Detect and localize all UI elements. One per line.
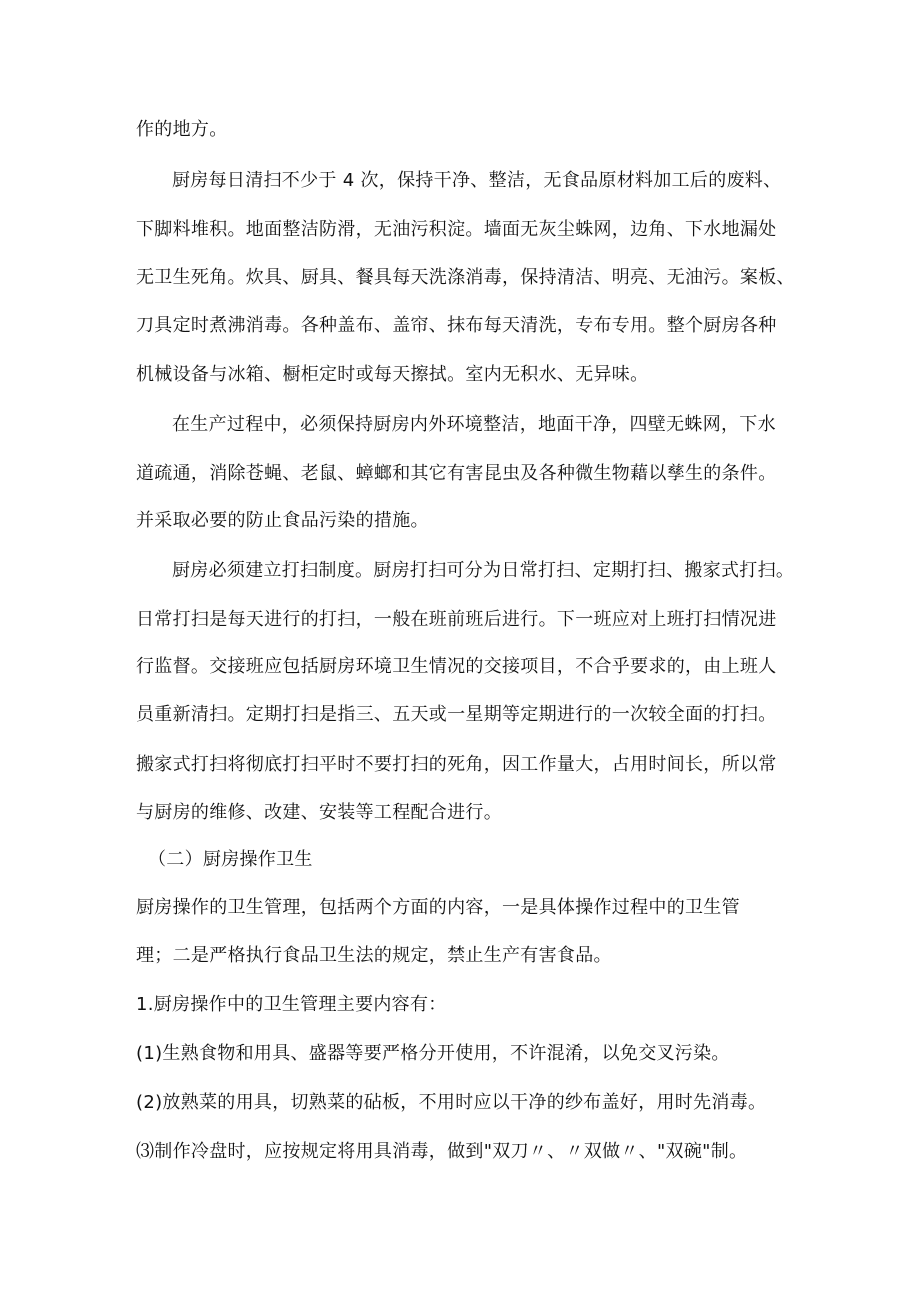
list-item: (1)生熟食物和用具、盛器等要严格分开使用，不许混淆，以免交叉污染。 xyxy=(136,1043,730,1064)
section-heading: （二）厨房操作卫生 xyxy=(148,849,313,870)
text-line: 刀具定时煮沸消毒。各种盖布、盖帘、抹布每天清洗，专布专用。整个厨房各种 xyxy=(136,315,777,336)
list-item: (2)放熟菜的用具，切熟菜的砧板，不用时应以干净的纱布盖好，用时先消毒。 xyxy=(136,1092,767,1113)
text-line: 行监督。交接班应包括厨房环境卫生情况的交接项目，不合乎要求的，由上班人 xyxy=(136,656,777,677)
text-line: 无卫生死角。炊具、厨具、餐具每天洗涤消毒，保持清洁、明亮、无油污。案板、 xyxy=(136,267,795,288)
text-line: 并采取必要的防止食品污染的措施。 xyxy=(136,510,429,531)
text-line: 作的地方。 xyxy=(136,119,228,140)
paragraph-start: 厨房必须建立打扫制度。厨房打扫可分为日常打扫、定期打扫、搬家式打扫。 xyxy=(172,560,795,581)
text-line: 员重新清扫。定期打扫是指三、五天或一星期等定期进行的一次较全面的打扫。 xyxy=(136,704,777,725)
text-line: 搬家式打扫将彻底打扫平时不要打扫的死角，因工作量大，占用时间长，所以常 xyxy=(136,754,777,775)
text-line: 日常打扫是每天进行的打扫，一般在班前班后进行。下一班应对上班打扫情况进 xyxy=(136,609,777,630)
list-item: ⑶制作冷盘时，应按规定将用具消毒，做到"双刀〃、〃双做〃、"双碗"制。 xyxy=(136,1141,748,1162)
text-line: 理；二是严格执行食品卫生法的规定，禁止生产有害食品。 xyxy=(136,945,612,966)
text-line: 厨房操作的卫生管理，包括两个方面的内容，一是具体操作过程中的卫生管 xyxy=(136,897,740,918)
text-line: 机械设备与冰箱、橱柜定时或每天擦拭。室内无积水、无异味。 xyxy=(136,364,649,385)
text-line: 与厨房的维修、改建、安装等工程配合进行。 xyxy=(136,802,502,823)
paragraph-start: 厨房每日清扫不少于 4 次，保持干净、整洁，无食品原材料加工后的废料、 xyxy=(172,170,782,191)
text-line: 下脚料堆积。地面整洁防滑，无油污积淀。墙面无灰尘蛛网，边角、下水地漏处 xyxy=(136,219,777,240)
text-line: 道疏通，消除苍蝇、老鼠、蟑螂和其它有害昆虫及各种微生物藉以孳生的条件。 xyxy=(136,463,777,484)
paragraph-start: 在生产过程中，必须保持厨房内外环境整洁，地面干净，四壁无蛛网，下水 xyxy=(172,414,776,435)
list-heading: 1.厨房操作中的卫生管理主要内容有： xyxy=(136,994,447,1015)
